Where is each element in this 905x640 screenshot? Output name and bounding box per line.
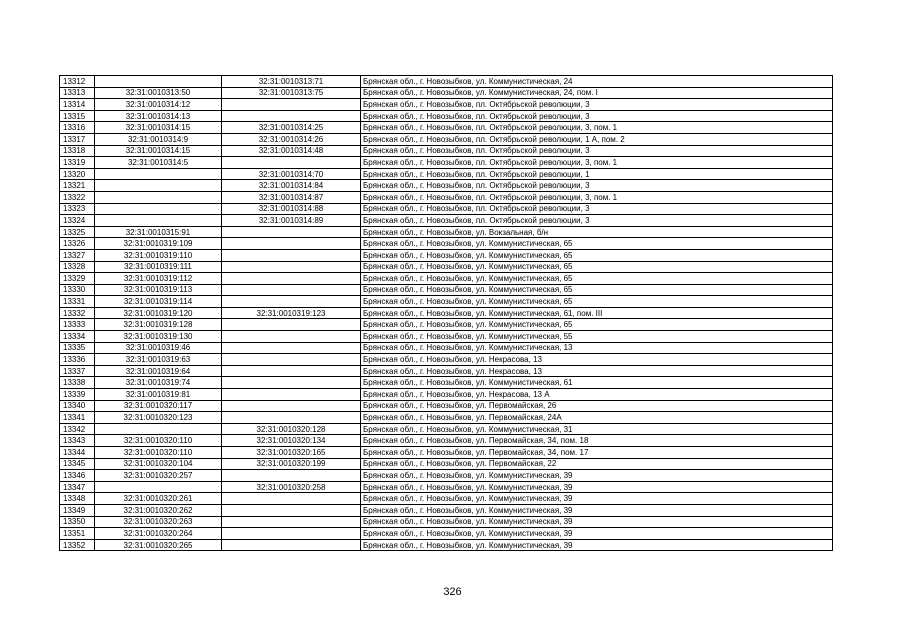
table-row bbox=[60, 87, 833, 99]
building-cadastral-cell: 32:31:0010314:26 bbox=[222, 133, 361, 145]
building-cadastral-cell bbox=[222, 470, 361, 482]
row-number-cell: 13320 bbox=[60, 168, 95, 180]
parcel-cadastral-cell: 32:31:0010314:13 bbox=[95, 110, 222, 122]
building-cadastral-cell: 32:31:0010320:199 bbox=[222, 458, 361, 470]
table-row bbox=[60, 447, 833, 459]
parcel-cadastral-cell: 32:31:0010320:104 bbox=[95, 458, 222, 470]
parcel-cadastral-cell: 32:31:0010320:261 bbox=[95, 493, 222, 505]
parcel-cadastral-cell: 32:31:0010319:120 bbox=[95, 307, 222, 319]
row-number-cell: 13327 bbox=[60, 249, 95, 261]
building-cadastral-cell bbox=[222, 157, 361, 169]
address-cell: Брянская обл., г. Новозыбков, ул. Коммунистическая, 65 bbox=[361, 261, 833, 273]
building-cadastral-cell bbox=[222, 365, 361, 377]
row-number-cell: 13323 bbox=[60, 203, 95, 215]
building-cadastral-cell: 32:31:0010314:25 bbox=[222, 122, 361, 134]
address-cell: Брянская обл., г. Новозыбков, ул. Некрасова, 13 bbox=[361, 365, 833, 377]
row-number-cell: 13341 bbox=[60, 412, 95, 424]
parcel-cadastral-cell: 32:31:0010319:114 bbox=[95, 296, 222, 308]
parcel-cadastral-cell: 32:31:0010319:46 bbox=[95, 342, 222, 354]
row-number-cell: 13318 bbox=[60, 145, 95, 157]
building-cadastral-cell bbox=[222, 99, 361, 111]
address-cell: Брянская обл., г. Новозыбков, ул. Коммунистическая, 13 bbox=[361, 342, 833, 354]
table-row bbox=[60, 435, 833, 447]
table-row bbox=[60, 284, 833, 296]
row-number-cell: 13321 bbox=[60, 180, 95, 192]
table-row bbox=[60, 110, 833, 122]
row-number-cell: 13312 bbox=[60, 76, 95, 88]
parcel-cadastral-cell: 32:31:0010319:113 bbox=[95, 284, 222, 296]
table-row bbox=[60, 319, 833, 331]
address-cell: Брянская обл., г. Новозыбков, ул. Коммунистическая, 39 bbox=[361, 504, 833, 516]
address-cell: Брянская обл., г. Новозыбков, ул. Коммунистическая, 65 bbox=[361, 284, 833, 296]
row-number-cell: 13313 bbox=[60, 87, 95, 99]
row-number-cell: 13332 bbox=[60, 307, 95, 319]
row-number-cell: 13337 bbox=[60, 365, 95, 377]
building-cadastral-cell bbox=[222, 342, 361, 354]
building-cadastral-cell bbox=[222, 400, 361, 412]
address-cell: Брянская обл., г. Новозыбков, ул. Первомайская, 34, пом. 17 bbox=[361, 447, 833, 459]
table-row bbox=[60, 261, 833, 273]
address-cell: Брянская обл., г. Новозыбков, ул. Коммунистическая, 39 bbox=[361, 493, 833, 505]
table-row bbox=[60, 273, 833, 285]
row-number-cell: 13352 bbox=[60, 539, 95, 551]
table-row bbox=[60, 389, 833, 401]
table-row bbox=[60, 342, 833, 354]
building-cadastral-cell: 32:31:0010314:89 bbox=[222, 215, 361, 227]
address-cell: Брянская обл., г. Новозыбков, пл. Октябрьской революции, 3 bbox=[361, 145, 833, 157]
parcel-cadastral-cell: 32:31:0010320:110 bbox=[95, 435, 222, 447]
building-cadastral-cell: 32:31:0010314:48 bbox=[222, 145, 361, 157]
row-number-cell: 13335 bbox=[60, 342, 95, 354]
parcel-cadastral-cell: 32:31:0010314:9 bbox=[95, 133, 222, 145]
row-number-cell: 13328 bbox=[60, 261, 95, 273]
address-cell: Брянская обл., г. Новозыбков, ул. Коммунистическая, 39 bbox=[361, 528, 833, 540]
table-row bbox=[60, 145, 833, 157]
parcel-cadastral-cell: 32:31:0010320:264 bbox=[95, 528, 222, 540]
table-row bbox=[60, 516, 833, 528]
row-number-cell: 13336 bbox=[60, 354, 95, 366]
table-row bbox=[60, 191, 833, 203]
row-number-cell: 13348 bbox=[60, 493, 95, 505]
address-cell: Брянская обл., г. Новозыбков, ул. Коммунистическая, 65 bbox=[361, 296, 833, 308]
address-cell: Брянская обл., г. Новозыбков, ул. Коммунистическая, 61, пом. III bbox=[361, 307, 833, 319]
table-row bbox=[60, 133, 833, 145]
address-cell: Брянская обл., г. Новозыбков, пл. Октябрьской революции, 3 bbox=[361, 99, 833, 111]
parcel-cadastral-cell: 32:31:0010319:130 bbox=[95, 331, 222, 343]
parcel-cadastral-cell: 32:31:0010320:262 bbox=[95, 504, 222, 516]
building-cadastral-cell bbox=[222, 516, 361, 528]
address-cell: Брянская обл., г. Новозыбков, пл. Октябрьской революции, 3 bbox=[361, 203, 833, 215]
row-number-cell: 13342 bbox=[60, 423, 95, 435]
table-row bbox=[60, 528, 833, 540]
building-cadastral-cell: 32:31:0010314:70 bbox=[222, 168, 361, 180]
row-number-cell: 13314 bbox=[60, 99, 95, 111]
row-number-cell: 13334 bbox=[60, 331, 95, 343]
row-number-cell: 13317 bbox=[60, 133, 95, 145]
address-cell: Брянская обл., г. Новозыбков, ул. Коммунистическая, 65 bbox=[361, 273, 833, 285]
row-number-cell: 13347 bbox=[60, 481, 95, 493]
address-cell: Брянская обл., г. Новозыбков, ул. Первомайская, 24А bbox=[361, 412, 833, 424]
table-row bbox=[60, 226, 833, 238]
table-row bbox=[60, 481, 833, 493]
parcel-cadastral-cell: 32:31:0010314:5 bbox=[95, 157, 222, 169]
building-cadastral-cell bbox=[222, 296, 361, 308]
table-row bbox=[60, 331, 833, 343]
building-cadastral-cell: 32:31:0010314:88 bbox=[222, 203, 361, 215]
row-number-cell: 13343 bbox=[60, 435, 95, 447]
building-cadastral-cell: 32:31:0010320:258 bbox=[222, 481, 361, 493]
row-number-cell: 13324 bbox=[60, 215, 95, 227]
row-number-cell: 13349 bbox=[60, 504, 95, 516]
row-number-cell: 13333 bbox=[60, 319, 95, 331]
building-cadastral-cell bbox=[222, 331, 361, 343]
building-cadastral-cell bbox=[222, 389, 361, 401]
parcel-cadastral-cell: 32:31:0010313:50 bbox=[95, 87, 222, 99]
parcel-cadastral-cell: 32:31:0010319:111 bbox=[95, 261, 222, 273]
address-cell: Брянская обл., г. Новозыбков, ул. Коммунистическая, 39 bbox=[361, 481, 833, 493]
parcel-cadastral-cell: 32:31:0010314:15 bbox=[95, 122, 222, 134]
parcel-cadastral-cell: 32:31:0010319:112 bbox=[95, 273, 222, 285]
table-row bbox=[60, 203, 833, 215]
table-row bbox=[60, 157, 833, 169]
building-cadastral-cell: 32:31:0010320:165 bbox=[222, 447, 361, 459]
address-cell: Брянская обл., г. Новозыбков, ул. Некрасова, 13 А bbox=[361, 389, 833, 401]
building-cadastral-cell bbox=[222, 226, 361, 238]
table-row bbox=[60, 412, 833, 424]
parcel-cadastral-cell: 32:31:0010319:74 bbox=[95, 377, 222, 389]
address-cell: Брянская обл., г. Новозыбков, ул. Коммунистическая, 61 bbox=[361, 377, 833, 389]
parcel-cadastral-cell: 32:31:0010320:117 bbox=[95, 400, 222, 412]
row-number-cell: 13338 bbox=[60, 377, 95, 389]
row-number-cell: 13346 bbox=[60, 470, 95, 482]
address-cell: Брянская обл., г. Новозыбков, пл. Октябрьской революции, 3 bbox=[361, 180, 833, 192]
table-row bbox=[60, 423, 833, 435]
table-row bbox=[60, 377, 833, 389]
address-cell: Брянская обл., г. Новозыбков, ул. Коммунистическая, 39 bbox=[361, 539, 833, 551]
address-cell: Брянская обл., г. Новозыбков, ул. Коммунистическая, 24, пом. I bbox=[361, 87, 833, 99]
building-cadastral-cell bbox=[222, 528, 361, 540]
row-number-cell: 13351 bbox=[60, 528, 95, 540]
building-cadastral-cell: 32:31:0010314:84 bbox=[222, 180, 361, 192]
building-cadastral-cell bbox=[222, 238, 361, 250]
parcel-cadastral-cell bbox=[95, 191, 222, 203]
table-row bbox=[60, 99, 833, 111]
registry-table bbox=[59, 75, 833, 551]
address-cell: Брянская обл., г. Новозыбков, пл. Октябрьской революции, 1 А, пом. 2 bbox=[361, 133, 833, 145]
parcel-cadastral-cell: 32:31:0010319:109 bbox=[95, 238, 222, 250]
row-number-cell: 13315 bbox=[60, 110, 95, 122]
building-cadastral-cell bbox=[222, 412, 361, 424]
address-cell: Брянская обл., г. Новозыбков, пл. Октябрьской революции, 3, пом. 1 bbox=[361, 157, 833, 169]
address-cell: Брянская обл., г. Новозыбков, пл. Октябрьской революции, 1 bbox=[361, 168, 833, 180]
parcel-cadastral-cell: 32:31:0010320:265 bbox=[95, 539, 222, 551]
building-cadastral-cell bbox=[222, 284, 361, 296]
building-cadastral-cell: 32:31:0010319:123 bbox=[222, 307, 361, 319]
row-number-cell: 13345 bbox=[60, 458, 95, 470]
address-cell: Брянская обл., г. Новозыбков, ул. Коммунистическая, 39 bbox=[361, 516, 833, 528]
building-cadastral-cell bbox=[222, 504, 361, 516]
building-cadastral-cell: 32:31:0010320:134 bbox=[222, 435, 361, 447]
row-number-cell: 13316 bbox=[60, 122, 95, 134]
parcel-cadastral-cell bbox=[95, 215, 222, 227]
address-cell: Брянская обл., г. Новозыбков, ул. Вокзальная, б/н bbox=[361, 226, 833, 238]
row-number-cell: 13329 bbox=[60, 273, 95, 285]
parcel-cadastral-cell: 32:31:0010314:12 bbox=[95, 99, 222, 111]
parcel-cadastral-cell: 32:31:0010319:110 bbox=[95, 249, 222, 261]
registry-table-body bbox=[60, 76, 833, 551]
row-number-cell: 13344 bbox=[60, 447, 95, 459]
table-row bbox=[60, 539, 833, 551]
parcel-cadastral-cell bbox=[95, 423, 222, 435]
address-cell: Брянская обл., г. Новозыбков, ул. Некрасова, 13 bbox=[361, 354, 833, 366]
parcel-cadastral-cell bbox=[95, 180, 222, 192]
parcel-cadastral-cell: 32:31:0010319:128 bbox=[95, 319, 222, 331]
building-cadastral-cell: 32:31:0010314:87 bbox=[222, 191, 361, 203]
building-cadastral-cell bbox=[222, 354, 361, 366]
building-cadastral-cell bbox=[222, 249, 361, 261]
table-row bbox=[60, 238, 833, 250]
row-number-cell: 13322 bbox=[60, 191, 95, 203]
parcel-cadastral-cell: 32:31:0010320:263 bbox=[95, 516, 222, 528]
table-row bbox=[60, 249, 833, 261]
parcel-cadastral-cell: 32:31:0010320:257 bbox=[95, 470, 222, 482]
building-cadastral-cell bbox=[222, 261, 361, 273]
table-row bbox=[60, 168, 833, 180]
row-number-cell: 13325 bbox=[60, 226, 95, 238]
table-row bbox=[60, 215, 833, 227]
address-cell: Брянская обл., г. Новозыбков, ул. Коммунистическая, 31 bbox=[361, 423, 833, 435]
parcel-cadastral-cell bbox=[95, 203, 222, 215]
table-row bbox=[60, 354, 833, 366]
table-row bbox=[60, 76, 833, 88]
address-cell: Брянская обл., г. Новозыбков, ул. Первомайская, 22 bbox=[361, 458, 833, 470]
table-row bbox=[60, 458, 833, 470]
address-cell: Брянская обл., г. Новозыбков, пл. Октябрьской революции, 3 bbox=[361, 110, 833, 122]
table-row bbox=[60, 504, 833, 516]
row-number-cell: 13339 bbox=[60, 389, 95, 401]
table-row bbox=[60, 296, 833, 308]
parcel-cadastral-cell: 32:31:0010320:123 bbox=[95, 412, 222, 424]
parcel-cadastral-cell: 32:31:0010319:63 bbox=[95, 354, 222, 366]
parcel-cadastral-cell: 32:31:0010315:91 bbox=[95, 226, 222, 238]
building-cadastral-cell bbox=[222, 273, 361, 285]
table-row bbox=[60, 365, 833, 377]
page-number: 326 bbox=[443, 586, 462, 598]
parcel-cadastral-cell bbox=[95, 168, 222, 180]
address-cell: Брянская обл., г. Новозыбков, пл. Октябрьской революции, 3 bbox=[361, 215, 833, 227]
address-cell: Брянская обл., г. Новозыбков, ул. Коммунистическая, 55 bbox=[361, 331, 833, 343]
address-cell: Брянская обл., г. Новозыбков, ул. Коммунистическая, 24 bbox=[361, 76, 833, 88]
address-cell: Брянская обл., г. Новозыбков, ул. Коммунистическая, 65 bbox=[361, 249, 833, 261]
address-cell: Брянская обл., г. Новозыбков, ул. Коммунистическая, 39 bbox=[361, 470, 833, 482]
row-number-cell: 13326 bbox=[60, 238, 95, 250]
building-cadastral-cell bbox=[222, 493, 361, 505]
building-cadastral-cell bbox=[222, 539, 361, 551]
parcel-cadastral-cell: 32:31:0010319:64 bbox=[95, 365, 222, 377]
parcel-cadastral-cell: 32:31:0010314:15 bbox=[95, 145, 222, 157]
building-cadastral-cell bbox=[222, 319, 361, 331]
building-cadastral-cell: 32:31:0010313:71 bbox=[222, 76, 361, 88]
address-cell: Брянская обл., г. Новозыбков, ул. Коммунистическая, 65 bbox=[361, 238, 833, 250]
building-cadastral-cell: 32:31:0010313:75 bbox=[222, 87, 361, 99]
table-row bbox=[60, 400, 833, 412]
parcel-cadastral-cell bbox=[95, 76, 222, 88]
address-cell: Брянская обл., г. Новозыбков, ул. Первомайская, 26 bbox=[361, 400, 833, 412]
address-cell: Брянская обл., г. Новозыбков, пл. Октябрьской революции, 3, пом. 1 bbox=[361, 191, 833, 203]
parcel-cadastral-cell bbox=[95, 481, 222, 493]
row-number-cell: 13319 bbox=[60, 157, 95, 169]
building-cadastral-cell: 32:31:0010320:128 bbox=[222, 423, 361, 435]
row-number-cell: 13350 bbox=[60, 516, 95, 528]
parcel-cadastral-cell: 32:31:0010320:110 bbox=[95, 447, 222, 459]
table-row bbox=[60, 122, 833, 134]
building-cadastral-cell bbox=[222, 110, 361, 122]
table-row bbox=[60, 493, 833, 505]
parcel-cadastral-cell: 32:31:0010319:81 bbox=[95, 389, 222, 401]
row-number-cell: 13330 bbox=[60, 284, 95, 296]
row-number-cell: 13331 bbox=[60, 296, 95, 308]
table-row bbox=[60, 180, 833, 192]
address-cell: Брянская обл., г. Новозыбков, ул. Коммунистическая, 65 bbox=[361, 319, 833, 331]
building-cadastral-cell bbox=[222, 377, 361, 389]
row-number-cell: 13340 bbox=[60, 400, 95, 412]
address-cell: Брянская обл., г. Новозыбков, пл. Октябрьской революции, 3, пом. 1 bbox=[361, 122, 833, 134]
table-row bbox=[60, 470, 833, 482]
address-cell: Брянская обл., г. Новозыбков, ул. Первомайская, 34, пом. 18 bbox=[361, 435, 833, 447]
table-row bbox=[60, 307, 833, 319]
